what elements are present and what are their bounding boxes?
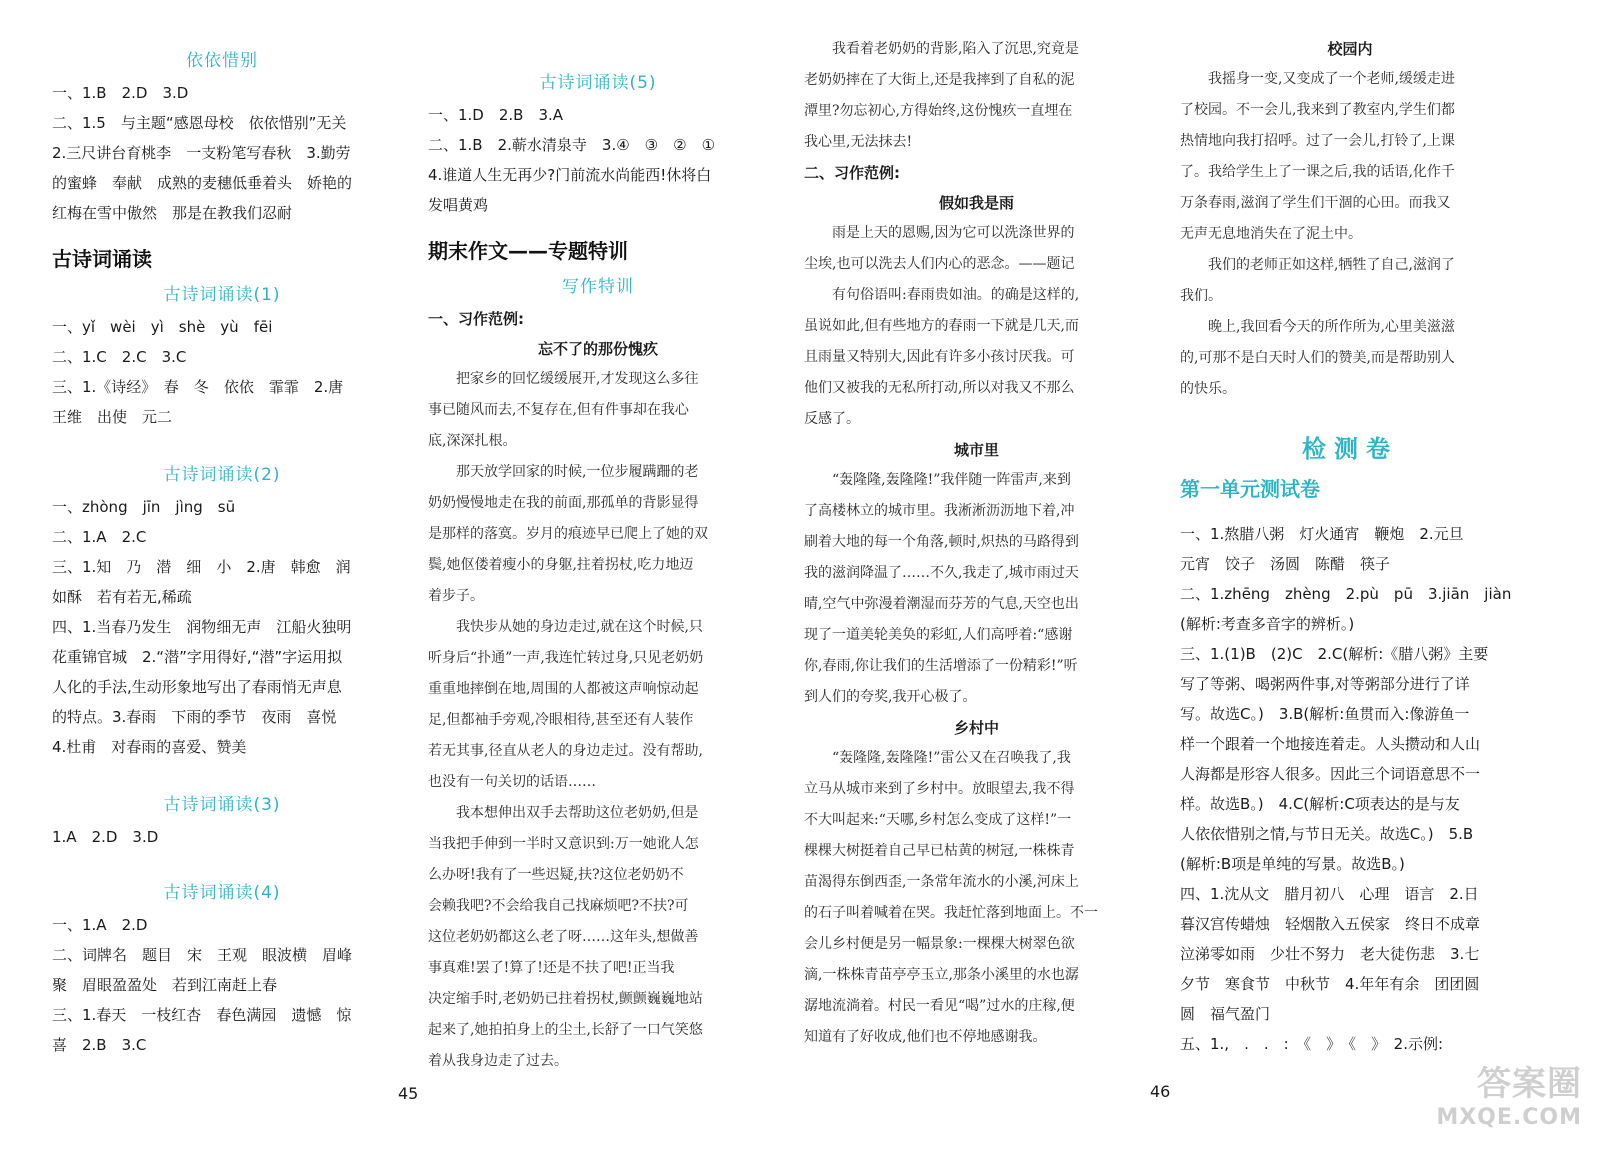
essay-line: 刷着大地的每一个角落,顿时,炽热的马路得到 — [804, 534, 1079, 550]
essay-line: 晚上,我回看今天的所作所为,心里美滋滋 — [1180, 319, 1455, 335]
essay-line: 我摇身一变,又变成了一个老师,缓缓走进 — [1180, 71, 1455, 87]
answer-line: 王维 出使 元二 — [52, 408, 173, 426]
essay-line: 着从我身边走了过去。 — [428, 1053, 568, 1069]
essay-line: “轰隆隆,轰隆隆!”雷公又在召唤我了,我 — [804, 750, 1071, 766]
essay-line: 了校园。不一会儿,我来到了教室内,学生们都 — [1180, 102, 1455, 118]
essay-line: 么办呀!我有了一些迟疑,扶?这位老奶奶不 — [428, 867, 684, 883]
heading-poetry-2: 古诗词诵读(2) — [163, 465, 281, 485]
answer-line: 圆 福气盈门 — [1180, 1005, 1271, 1023]
site-watermark — [1436, 1064, 1582, 1135]
essay-line: 起来了,她拍拍身上的尘土,长舒了一口气笑悠 — [428, 1022, 703, 1038]
essay-line: 事已随风而去,不复存在,但有件事却在我心 — [428, 402, 689, 418]
answer-line: 二、1.B 2.蕲水清泉寺 3.④ ③ ② ① — [428, 136, 716, 154]
answer-line: 4.杜甫 对春雨的喜爱、赞美 — [52, 738, 247, 756]
answer-line: 如酥 若有若无,稀疏 — [52, 588, 192, 606]
answers-yiyi-xibie — [52, 78, 392, 228]
essay-line: 也没有一句关切的话语…… — [428, 774, 596, 790]
answer-line: 五、1., . . : 《 》 《 》 2.示例: — [1180, 1035, 1444, 1053]
heading-yiyi-xibie: 依依惜别 — [186, 51, 258, 71]
essay-ending-1 — [804, 34, 1149, 158]
essay-line: 的快乐。 — [1180, 381, 1236, 397]
essay-line: 会儿乡村便是另一幅景象:一棵棵大树翠色欲 — [804, 936, 1075, 952]
answer-line: 二、1.zhēng zhèng 2.pù pū 3.jiān jiàn — [1180, 585, 1512, 603]
essay-body-1 — [428, 364, 768, 1077]
answer-line: (解析:考查多音字的辨析。) — [1180, 615, 1355, 633]
answers-poetry-5 — [428, 100, 768, 220]
essay-line: 滴,一株株青苗亭亭玉立,那条小溪里的水也潺 — [804, 967, 1079, 983]
essay-line: 会赖我吧?不会给我自己找麻烦吧?不扶?可 — [428, 898, 689, 914]
label-essay-example-1: 一、习作范例: — [428, 310, 524, 328]
essay-body-2-village — [804, 743, 1149, 1053]
essay-line: 足,但都袖手旁观,冷眼相待,甚至还有人装作 — [428, 712, 694, 728]
essay-line: 着步子。 — [428, 588, 484, 604]
answer-line: 一、zhòng jīn jìng sū — [52, 498, 236, 516]
essay-line: 重重地摔倒在地,周围的人都被这声响惊动起 — [428, 681, 699, 697]
essay-line: 把家乡的回忆缓缓展开,才发现这么多往 — [428, 371, 699, 387]
answer-line: 一、1.D 2.B 3.A — [428, 106, 564, 124]
essay-line: 棵棵大树挺着自己早已枯黄的树冠,一株株青 — [804, 843, 1075, 859]
essay-line: 我快步从她的身边走过,就在这个时候,只 — [428, 619, 703, 635]
answers-poetry-4 — [52, 910, 392, 1060]
essay-line: 那天放学回家的时候,一位步履蹒跚的老 — [428, 464, 699, 480]
answer-line: 发唱黄鸡 — [428, 196, 489, 214]
essay-line: 万条春雨,滋润了学生们干涸的心田。而我又 — [1180, 195, 1451, 211]
essay-line: 这位老奶奶都这么老了呀……这年头,想做善 — [428, 929, 699, 945]
answer-line: (解析:B项是单纯的写景。故选B。) — [1180, 855, 1405, 873]
answer-line: 写。故选C。) 3.B(解析:鱼贯而入:像游鱼一 — [1180, 705, 1470, 723]
heading-poetry-1: 古诗词诵读(1) — [163, 285, 281, 305]
essay-line: 若无其事,径直从老人的身边走过。没有帮助, — [428, 743, 703, 759]
answer-line: 一、1.B 2.D 3.D — [52, 84, 189, 102]
answer-line: 样。故选B。) 4.C(解析:C项表达的是与友 — [1180, 795, 1460, 813]
essay-line: 有句俗语叫:春雨贵如油。的确是这样的, — [804, 287, 1080, 303]
essay-line: 是那样的落寞。岁月的痕迹早已爬上了她的双 — [428, 526, 708, 542]
essay-line: 他们又被我的无私所打动,所以对我又不那么 — [804, 380, 1075, 396]
essay-line: 了。我给学生上了一课之后,我的话语,化作千 — [1180, 164, 1455, 180]
essay-line: 当我把手伸到一半时又意识到:万一她讹人怎 — [428, 836, 699, 852]
answer-line: 元宵 饺子 汤圆 陈醋 筷子 — [1180, 555, 1391, 573]
essay-line: 反感了。 — [804, 411, 860, 427]
column-3 — [804, 0, 1149, 1053]
section-heading-tests: 检测卷 — [1302, 435, 1398, 463]
answer-line: 二、词牌名 题目 宋 王观 眼波横 眉峰 — [52, 946, 353, 964]
essay-line: 老奶奶摔在了大街上,还是我摔到了自私的泥 — [804, 72, 1075, 88]
essay-line: 不大叫起来:“天哪,乡村怎么变成了这样!”一 — [804, 812, 1072, 828]
essay-subtitle-village: 乡村中 — [953, 719, 999, 737]
essay-line: 我心里,无法抹去! — [804, 134, 913, 150]
answer-line: 一、1.A 2.D — [52, 916, 148, 934]
essay-body-2-city — [804, 465, 1149, 713]
essay-body-2-intro — [804, 218, 1149, 435]
essay-title-1: 忘不了的那份愧疚 — [537, 340, 658, 358]
page-number-left: 45 — [398, 1084, 419, 1103]
essay-line: 到人们的夸奖,我开心极了。 — [804, 689, 977, 705]
essay-line: 鬓,她伛偻着瘦小的身躯,拄着拐杖,吃力地迈 — [428, 557, 694, 573]
essay-line: 事真难!罢了!算了!还是不扶了吧!正当我 — [428, 960, 675, 976]
page-number-right: 46 — [1150, 1082, 1171, 1101]
essay-line: 我们的老师正如这样,牺牲了自己,滋润了 — [1180, 257, 1455, 273]
essay-line: 苗渴得东倒西歪,一条常年流水的小溪,河床上 — [804, 874, 1079, 890]
heading-poetry-4: 古诗词诵读(4) — [163, 883, 281, 903]
answer-line: 四、1.沈从文 腊月初八 心理 语言 2.日 — [1180, 885, 1479, 903]
answer-line: 暮汉宫传蜡烛 轻烟散入五侯家 终日不成章 — [1180, 915, 1481, 933]
answer-line: 1.A 2.D 3.D — [52, 828, 159, 846]
essay-line: 热情地向我打招呼。过了一会儿,打铃了,上课 — [1180, 133, 1455, 149]
answer-line: 人海都是形容人很多。因此三个词语意思不一 — [1180, 765, 1481, 783]
essay-line: 虽说如此,但有些地方的春雨一下就是几天,而 — [804, 318, 1079, 334]
column-2 — [428, 0, 768, 1077]
answer-line: 四、1.当春乃发生 润物细无声 江船火独明 — [52, 618, 352, 636]
answer-line: 三、1.《诗经》 春 冬 依依 霏霏 2.唐 — [52, 378, 344, 396]
answer-line: 聚 眉眼盈盈处 若到江南赶上春 — [52, 976, 278, 994]
essay-line: 奶奶慢慢地走在我的前面,那孤单的背影显得 — [428, 495, 699, 511]
answer-line: 花重锦官城 2.“潜”字用得好,“潜”字运用拟 — [52, 648, 343, 666]
heading-unit-1-test: 第一单元测试卷 — [1180, 477, 1320, 501]
answer-line: 一、yǐ wèi yì shè yù fēi — [52, 318, 273, 336]
column-4 — [1180, 0, 1520, 1059]
answer-line: 三、1.春天 一枝红杏 春色满园 遗憾 惊 — [52, 1006, 352, 1024]
essay-line: 决定缩手时,老奶奶已拄着拐杖,颤颤巍巍地站 — [428, 991, 703, 1007]
essay-line: 知道有了好收成,他们也不停地感谢我。 — [804, 1029, 1047, 1045]
essay-line: 潭里?勿忘初心,方得始终,这份愧疚一直埋在 — [804, 103, 1073, 119]
section-heading-poetry: 古诗词诵读 — [52, 247, 152, 271]
essay-subtitle-campus: 校园内 — [1327, 40, 1373, 58]
answer-line: 人依依惜别之情,与节日无关。故选C。) 5.B — [1180, 825, 1474, 843]
essay-line: 底,深深扎根。 — [428, 433, 517, 449]
answer-line: 二、1.C 2.C 3.C — [52, 348, 187, 366]
essay-line: 现了一道美轮美奂的彩虹,人们高呼着:“感谢 — [804, 627, 1073, 643]
answer-line: 三、1.知 乃 潜 细 小 2.唐 韩愈 润 — [52, 558, 351, 576]
essay-title-2: 假如我是雨 — [938, 194, 1014, 212]
essay-line: 我们。 — [1180, 288, 1222, 304]
essay-line: 我本想伸出双手去帮助这位老奶奶,但是 — [428, 805, 699, 821]
section-heading-final-essay: 期末作文——专题特训 — [428, 239, 628, 263]
answer-line: 写了等粥、喝粥两件事,对等粥部分进行了详 — [1180, 675, 1470, 693]
answer-line: 样一个跟着一个地接连着走。人头攒动和人山 — [1180, 735, 1481, 753]
essay-line: 立马从城市来到了乡村中。放眼望去,我不得 — [804, 781, 1075, 797]
essay-line: 晴,空气中弥漫着潮湿而芬芳的气息,天空也出 — [804, 596, 1079, 612]
answers-poetry-3 — [52, 822, 392, 852]
essay-line: 雨是上天的恩赐,因为它可以洗涤世界的 — [804, 225, 1075, 241]
essay-subtitle-city: 城市里 — [953, 441, 999, 459]
answer-line: 的特点。3.春雨 下雨的季节 夜雨 喜悦 — [52, 708, 337, 726]
answer-line: 红梅在雪中傲然 那是在教我们忍耐 — [52, 204, 293, 222]
answer-line: 2.三尺讲台育桃李 一支粉笔写春秋 3.勤劳 — [52, 144, 351, 162]
essay-line: 你,春雨,你让我们的生活增添了一份精彩!”听 — [804, 658, 1078, 674]
essay-line: 的石子叫着喊着在哭。我赶忙落到地面上。不一 — [804, 905, 1098, 921]
essay-line: 我的滋润降温了……不久,我走了,城市雨过天 — [804, 565, 1079, 581]
essay-line: 听身后“扑通”一声,我连忙转过身,只见老奶奶 — [428, 650, 704, 666]
answer-line: 二、1.5 与主题“感恩母校 依依惜别”无关 — [52, 114, 347, 132]
essay-line: 的,可那不是白天时人们的赞美,而是帮助别人 — [1180, 350, 1455, 366]
answer-line: 4.谁道人生无再少?门前流水尚能西!休将白 — [428, 166, 712, 184]
heading-writing-training: 写作特训 — [562, 277, 634, 297]
essay-line: 我看着老奶奶的背影,陷入了沉思,究竟是 — [804, 41, 1079, 57]
answers-poetry-2 — [52, 492, 392, 762]
essay-line: 无声无息地消失在了泥土中。 — [1180, 226, 1362, 242]
answers-poetry-1 — [52, 312, 392, 432]
essay-line: 尘埃,也可以洗去人们内心的恶念。——题记 — [804, 256, 1075, 272]
answer-line: 泣涕零如雨 少壮不努力 老大徒伤悲 3.七 — [1180, 945, 1480, 963]
answer-line: 一、1.熬腊八粥 灯火通宵 鞭炮 2.元旦 — [1180, 525, 1464, 543]
watermark-text: 答案圈 — [1477, 1064, 1582, 1104]
answer-line: 的蜜蜂 奉献 成熟的麦穗低垂着头 娇艳的 — [52, 174, 353, 192]
answers-unit-1-test — [1180, 519, 1520, 1059]
label-essay-example-2: 二、习作范例: — [804, 164, 900, 182]
answer-line: 二、1.A 2.C — [52, 528, 147, 546]
answer-line: 人化的手法,生动形象地写出了春雨悄无声息 — [52, 678, 342, 696]
essay-body-2-campus — [1180, 64, 1520, 405]
heading-poetry-5: 古诗词诵读(5) — [539, 73, 657, 93]
essay-line: “轰隆隆,轰隆隆!”我伴随一阵雷声,来到 — [804, 472, 1071, 488]
heading-poetry-3: 古诗词诵读(3) — [163, 795, 281, 815]
essay-line: 且雨量又特别大,因此有许多小孩讨厌我。可 — [804, 349, 1075, 365]
answer-line: 喜 2.B 3.C — [52, 1036, 147, 1054]
column-1 — [52, 0, 392, 1060]
essay-line: 潺地流淌着。村民一看见“喝”过水的庄稼,便 — [804, 998, 1075, 1014]
essay-line: 了高楼林立的城市里。我淅淅沥沥地下着,冲 — [804, 503, 1075, 519]
watermark-url: MXQE.COM — [1436, 1105, 1582, 1130]
answer-line: 夕节 寒食节 中秋节 4.年年有余 团团圆 — [1180, 975, 1480, 993]
answer-line: 三、1.(1)B (2)C 2.C(解析:《腊八粥》主要 — [1180, 645, 1489, 663]
